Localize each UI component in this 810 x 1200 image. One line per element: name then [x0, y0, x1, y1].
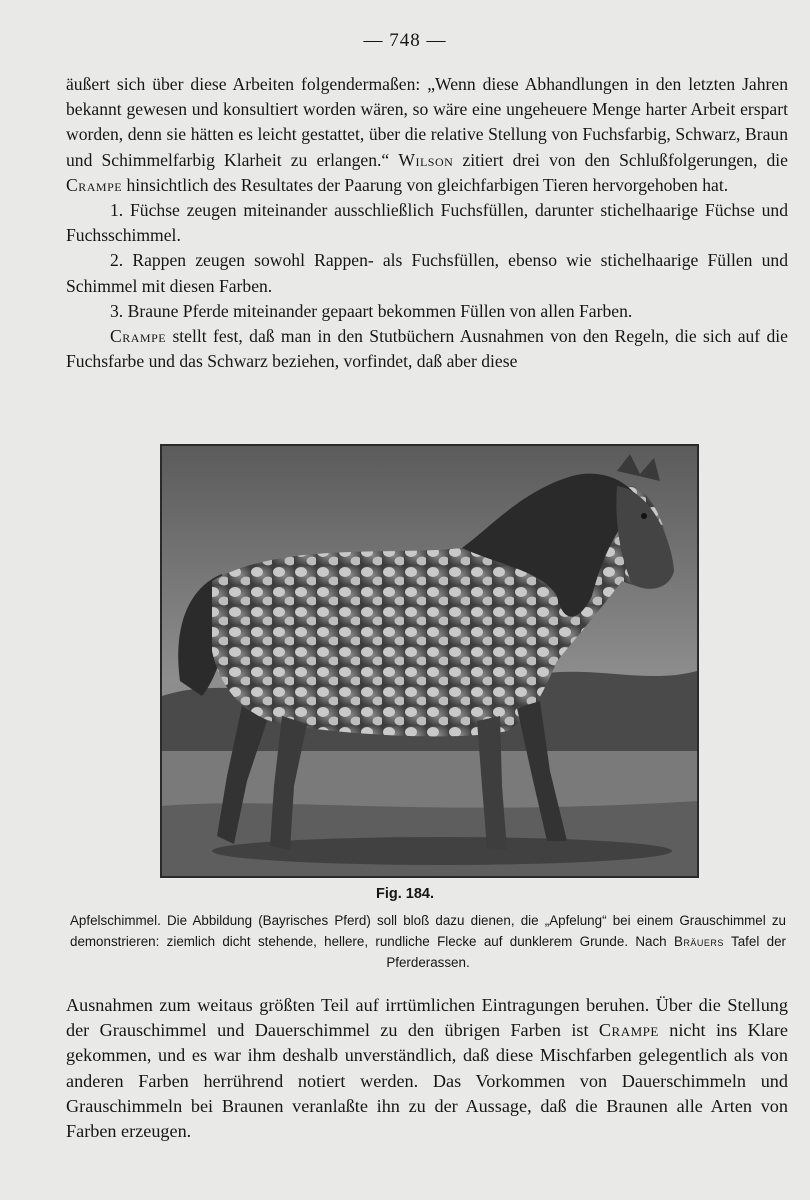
paragraph-continuation: [66, 993, 788, 1144]
dapple-grey-horse-illustration: [162, 446, 697, 876]
page-number: — 748 —: [363, 30, 447, 51]
list-item-3: 3. Braune Pferde miteinander gepaart bekommen Füllen von allen Farben.: [110, 300, 633, 321]
list-item-2: 2. Rappen zeugen sowohl Rappen- als Fuchsfüllen, ebenso wie stichelhaarige Füllen und Schimmel mit diesen Farben.: [66, 250, 788, 296]
author-name-crampe: Crampe: [110, 326, 167, 347]
paragraph-text: Ausnahmen zum weitaus größten Teil auf irrtümlichen Eintragungen beruhen. Über die Stellung der Grauschimmel und Dauerschimmel zu den übrigen Farben ist: [66, 995, 788, 1041]
caption-text: Apfelschimmel. Die Abbildung (Bayrisches Pferd) soll bloß dazu dienen, die „Apfelung“ bei einem Grauschimmel zu demonstrieren: ziemlich dicht stehende, hellere, rundliche Flecke auf dunklerem Grunde. Nach: [70, 913, 786, 949]
author-name-crampe: Crampe: [598, 1020, 659, 1041]
caption-author: Bräuers: [673, 934, 724, 949]
paragraph-opening: [66, 72, 788, 198]
caption-text: Tafel der Pferderassen.: [386, 934, 786, 970]
paragraph-text: hinsichtlich des Resultates der Paarung von gleichfarbigen Tieren hervorgehoben hat.: [122, 174, 729, 195]
figure-caption: [70, 910, 786, 973]
paragraph-text: zitiert drei von den Schlußfolgerungen, die: [453, 149, 788, 170]
paragraph-text: nicht ins Klare gekommen, und es war ihm deshalb unverständlich, daß diese Mischfarben gelegentlich als von anderen Farben herrührend notiert werden. Das Vorkommen von Dauerschimmeln und Grauschimmeln bei Braunen veranlaßte ihn zu der Aussage, daß die Braunen alle Arten von Farben erzeugen.: [66, 1020, 788, 1142]
figure-horse-image: [160, 444, 699, 878]
lower-text-block: [66, 993, 788, 1144]
list-item-1: 1. Füchse zeugen miteinander ausschließlich Fuchsfüllen, darunter stichelhaarige Füchse und Fuchsschimmel.: [66, 200, 788, 246]
paragraph-text: äußert sich über diese Arbeiten folgendermaßen: „Wenn diese Abhandlungen in den letzten Jahren bekannt gewesen und konsultiert worden wären, so wäre eine ungeheuere Menge harter Arbeit erspart worden, denn sie hätten es leicht gestattet, über die relative Stellung von Fuchsfarbig, Schwarz, Braun und Schimmelfarbig Klarheit zu erlangen.“: [66, 74, 788, 170]
figure-label: Fig. 184.: [375, 886, 435, 902]
paragraph-crampe: [66, 324, 788, 374]
paragraph-text: stellt fest, daß man in den Stutbüchern Ausnahmen von den Regeln, die sich auf die Fuchsfarbe und das Schwarz beziehen, vorfindet, daß aber diese: [66, 326, 788, 372]
upper-text-block: [66, 72, 788, 374]
author-name-crampe: Crampe: [66, 174, 123, 195]
author-name-wilson: Wilson: [398, 149, 454, 170]
